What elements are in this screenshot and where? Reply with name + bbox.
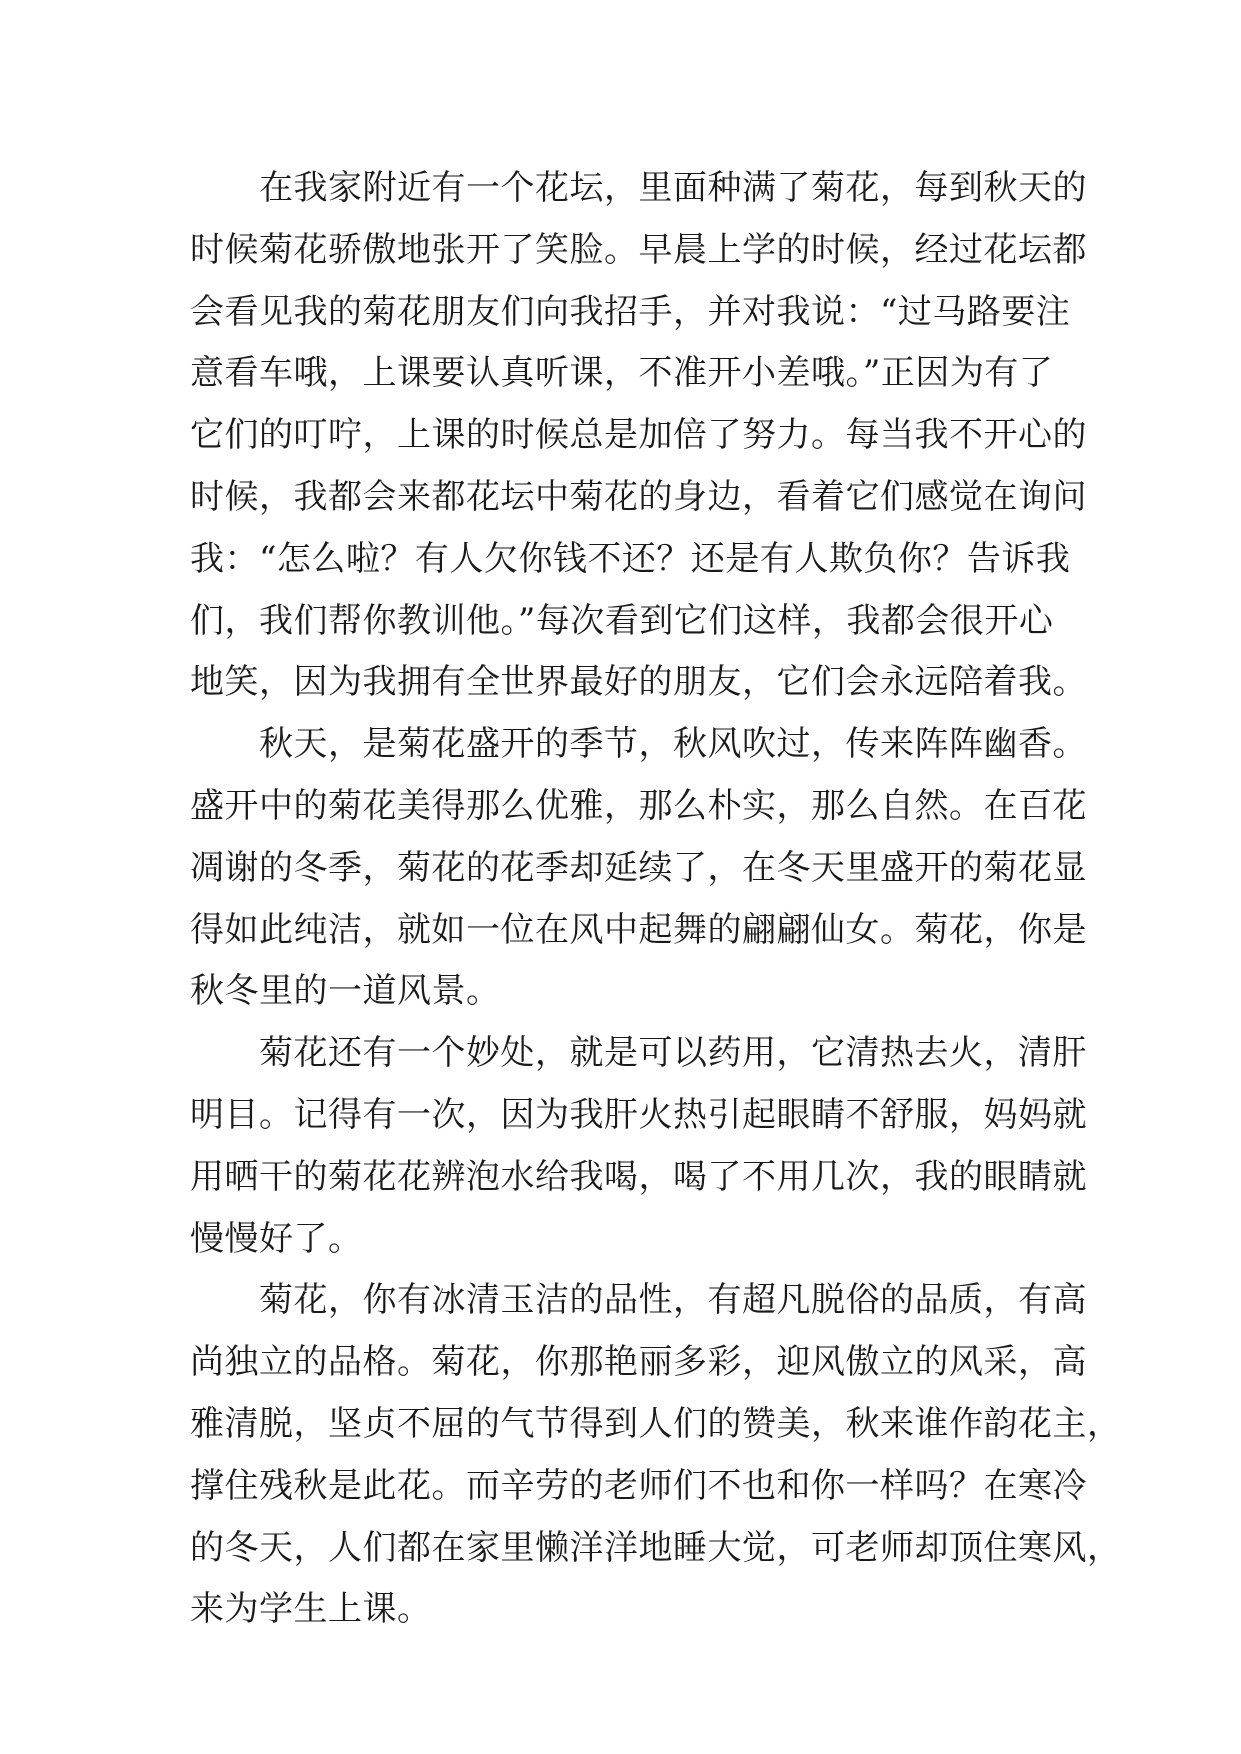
text-line: 撑住残秋是此花。而辛劳的老师们不也和你一样吗？在寒冷 — [190, 1465, 1087, 1506]
text-line: 雅清脱，坚贞不屈的气节得到人们的赞美，秋来谁作韵花主， — [190, 1403, 1122, 1444]
text-line: 时候菊花骄傲地张开了笑脸。早晨上学的时候，经过花坛都 — [190, 229, 1087, 270]
text-line: 盛开中的菊花美得那么优雅，那么朴实，那么自然。在百花 — [190, 785, 1087, 826]
text-line: 得如此纯洁，就如一位在风中起舞的翩翩仙女。菊花，你是 — [190, 909, 1087, 950]
text-line: 它们的叮咛，上课的时候总是加倍了努力。每当我不开心的 — [190, 415, 1087, 456]
text-line: 们，我们帮你教训他。”每次看到它们这样，我都会很开心 — [190, 600, 1054, 641]
text-line: 菊花，你有冰清玉洁的品性，有超凡脱俗的品质，有高 — [190, 1280, 1087, 1321]
text-line: 在我家附近有一个花坛，里面种满了菊花，每到秋天的 — [190, 168, 1087, 208]
text-line: 地笑，因为我拥有全世界最好的朋友，它们会永远陪着我。 — [190, 662, 1087, 703]
text-line: 时候，我都会来都花坛中菊花的身边，看着它们感觉在询问 — [190, 476, 1087, 517]
text-line: 凋谢的冬季，菊花的花季却延续了，在冬天里盛开的菊花显 — [190, 847, 1087, 888]
text-line: 明目。记得有一次，因为我肝火热引起眼睛不舒服，妈妈就 — [190, 1094, 1087, 1135]
text-line: 慢慢好了。 — [190, 1218, 363, 1259]
text-line: 秋天，是菊花盛开的季节，秋风吹过，传来阵阵幽香。 — [190, 724, 1087, 765]
text-line: 会看见我的菊花朋友们向我招手，并对我说：“过马路要注 — [190, 291, 1071, 332]
body-text — [190, 158, 1122, 1641]
text-line: 来为学生上课。 — [190, 1589, 432, 1630]
text-line: 秋冬里的一道风景。 — [190, 971, 501, 1012]
text-line: 用晒干的菊花花辨泡水给我喝，喝了不用几次，我的眼睛就 — [190, 1156, 1087, 1197]
text-line: 菊花还有一个妙处，就是可以药用，它清热去火，清肝 — [190, 1033, 1087, 1074]
text-line: 我：“怎么啦？有人欠你钱不还？还是有人欺负你？告诉我 — [190, 538, 1071, 579]
text-line: 意看车哦，上课要认真听课，不准开小差哦。”正因为有了 — [190, 353, 1054, 394]
text-line: 尚独立的品格。菊花，你那艳丽多彩，迎风傲立的风采，高 — [190, 1342, 1087, 1383]
text-line: 的冬天，人们都在家里懒洋洋地睡大觉，可老师却顶住寒风， — [190, 1527, 1122, 1568]
